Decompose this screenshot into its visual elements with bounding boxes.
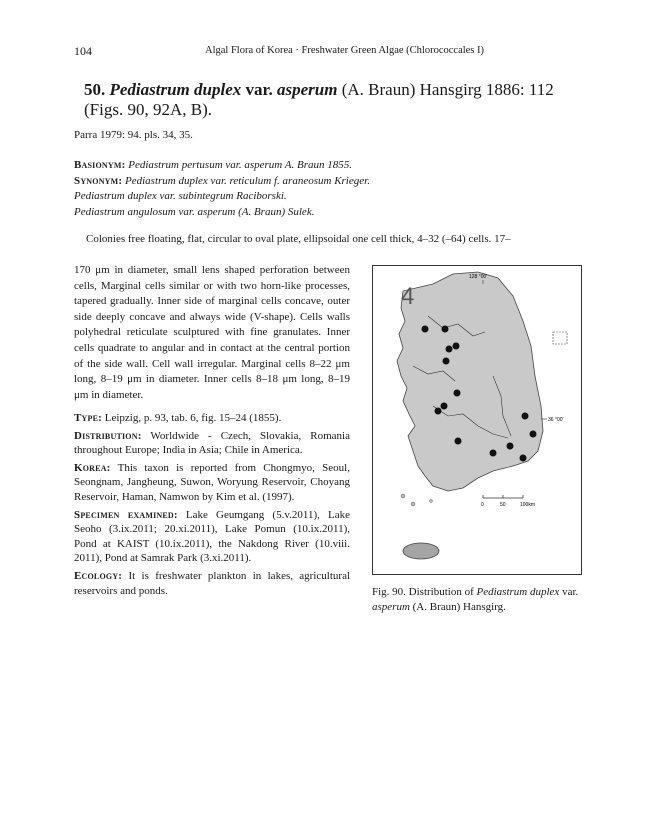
species-figs: (Figs. 90, 92A, B).: [84, 100, 212, 119]
distribution-dot: [441, 403, 448, 410]
synonym-3: Pediastrum angulosum var. asperum (A. Braun) Sulek.: [74, 205, 315, 218]
species-heading: [84, 80, 584, 120]
distribution-dot: [435, 408, 442, 415]
korea-text: This taxon is reported from Chongmyo, Seoul, Seongnam, Jangheung, Suwon, Woryung Reservoir, Choyang Reservoir, Haman, Namwon by Kim et al. (1997).: [74, 461, 350, 503]
type-text: Leipzig, p. 93, tab. 6, fig. 15–24 (1855).: [104, 412, 282, 424]
description-text: 170 μm in diameter, small lens shaped perforation between cells, Marginal cells similar or with two horn-like processes, tapered gradually. Inner side of marginal cells concave, outer side deeply concave and always wide (V-shape). Cells walls polyhedral reticulate sculptured with fine granulates. Inner cells quadrate to angular and in contact at the central portion of the side wall. Cell wall irregular. Marginal cells 8–22 μm long, 8–19 μm in diameter. Inner cells 8–18 μm long, 8–19 μm in diameter.: [74, 264, 350, 401]
jeju-island-shape: [403, 543, 439, 559]
distribution-label: Distribution:: [74, 429, 142, 442]
distribution-dot: [422, 326, 429, 333]
distribution-map-figure: [372, 265, 582, 575]
longitude-label: 128 °00': [469, 274, 488, 280]
running-title: Algal Flora of Korea · Freshwater Green Algae (Chlorococcales I): [205, 45, 485, 56]
description-first-line: Colonies free floating, flat, circular to oval plate, ellipsoidal one cell thick, 4–32 (–64) cells. 17–: [86, 233, 511, 245]
synonym-2: Pediastrum duplex var. subintegrum Raciborski.: [74, 190, 287, 202]
figure-caption: [372, 585, 580, 614]
reference-line: Parra 1979: 94. pls. 34, 35.: [74, 129, 193, 141]
korea-label: Korea:: [74, 461, 111, 474]
synonymy-block: [74, 158, 594, 220]
distribution-dot: [520, 455, 527, 462]
type-label: Type:: [74, 412, 102, 424]
scale-0: 0: [481, 502, 484, 508]
basionym-text: Pediastrum pertusum var. asperum A. Braun 1855.: [128, 159, 352, 171]
caption-prefix: Fig. 90. Distribution of: [372, 586, 474, 598]
distribution-dot: [507, 443, 514, 450]
distribution-dot: [530, 431, 537, 438]
ecology-text: It is freshwater plankton in lakes, agricultural reservoirs and ponds.: [74, 569, 351, 597]
page-number: 104: [74, 44, 92, 58]
distribution-dot: [455, 438, 462, 445]
distribution-dot: [442, 326, 449, 333]
korea-note: [74, 461, 350, 505]
notes-block: [74, 411, 350, 601]
synonym-1: Pediastrum duplex var. reticulum f. araneosum Krieger.: [125, 174, 370, 187]
species-name: Pediastrum duplex: [109, 80, 242, 99]
specimen-label: Specimen examined:: [74, 508, 178, 521]
distribution-dot: [443, 358, 450, 365]
korea-map: [373, 266, 581, 574]
specimen-text: Lake Geumgang (5.v.2011), Lake Seoho (3.ix.2011; 20.xi.2011), Lake Pomun (10.ix.2011), Pond at KAIST (10.ix.2011), the Nakdong River (10.viii. 2011), Pond at Samrak Park (3.xi.2011).: [74, 508, 350, 565]
ecology-label: Ecology:: [74, 569, 123, 582]
distribution-text: Worldwide - Czech, Slovakia, Romania throughout Europe; India in Asia; Chile in America.: [74, 429, 350, 457]
latitude-label: 36 °00': [548, 417, 564, 423]
caption-suffix: (A. Braun) Hansgirg.: [412, 600, 506, 613]
scale-100: 100km: [520, 502, 536, 508]
species-var-name: asperum: [277, 80, 338, 99]
distribution-dot: [522, 413, 529, 420]
distribution-dot: [446, 346, 453, 353]
synonym-label: Synonym:: [74, 174, 123, 187]
specimen-note: [74, 508, 350, 566]
basionym-label: Basionym:: [74, 159, 126, 171]
svg-text:4: 4: [401, 283, 415, 310]
species-number: 50.: [84, 80, 106, 99]
species-var-label: var.: [245, 80, 273, 99]
species-authority: (A. Braun) Hansgirg 1886: 112: [341, 80, 554, 99]
ecology-note: [74, 569, 350, 598]
distribution-dot: [453, 343, 460, 350]
distribution-dot: [454, 390, 461, 397]
caption-species: Pediastrum duplex: [476, 586, 560, 598]
caption-var: var.: [562, 586, 579, 598]
caption-var-name: asperum: [372, 600, 410, 613]
type-note: [74, 411, 350, 426]
distribution-dot: [490, 450, 497, 457]
distribution-note: [74, 429, 350, 458]
scale-50: 50: [500, 502, 506, 508]
